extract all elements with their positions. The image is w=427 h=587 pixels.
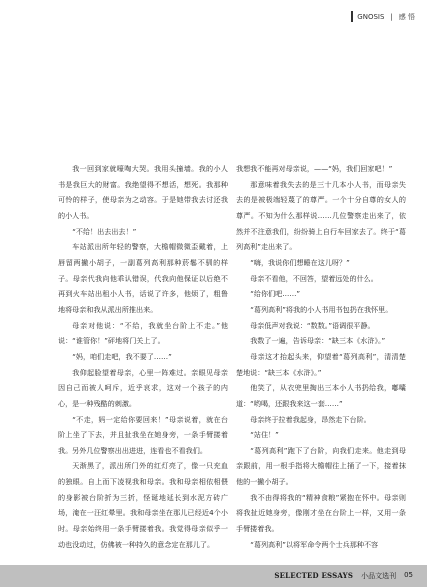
footer-magazine-en: SELECTED ESSAYS [274, 571, 354, 580]
paragraph: 母亲对他说：“不给，我就坐台阶上不走。”他说：“谁管你！”砰地将门关上了。 [58, 320, 228, 346]
paragraph: 我想我不能再对母亲说，——“妈，我们回家吧！” [236, 164, 393, 173]
paragraph: “妈，咱们走吧，我不要了……” [72, 351, 172, 361]
paragraph: 车站派出所年轻的警察，大檐帽微微歪戴着，上唇留两撇小胡子，一副葛列高利那种菸鬈不驯的样子。母亲代我向他乖认错误，代我向他保证以后绝不再到火车站出租小人书，话说了许多，他烦了，粗鲁地将母亲和我从派出所推出来。 [58, 242, 228, 314]
footer-magazine-cn: 小品文选刊 [361, 572, 397, 580]
paragraph: 母亲低声对我说：“数数。”语调很平静。 [250, 320, 375, 330]
paragraph: 我一回到家就嚎啕大哭。我用头撞墙。我的小人书是我巨大的财富。我绝望得不想活，想死。我那种可怜的样子，使母亲为之动容。于是她带我去讨还我的小人书。 [58, 164, 228, 220]
page-header [351, 11, 415, 22]
paragraph: “不给！出去出去！” [72, 226, 137, 236]
paragraph: “给你们吧……” [250, 289, 301, 299]
page-number: 05 [404, 571, 413, 579]
left-text-column [58, 161, 228, 552]
paragraph: “葛列高利”跑下了台阶，向我们走来。他走到母亲跟前，用一根手指将大檐帽往上捅了一下，接着抹他的一撇小胡子。 [236, 445, 406, 487]
paragraph: 母亲这才抬起头来，仰望着“葛列高利”，清清楚楚地说：“缺三本《水浒》。” [236, 351, 406, 377]
paragraph: “站住！” [250, 430, 279, 440]
right-text-column [236, 161, 406, 552]
paragraph: “不走，妈一定给你要回来！”母亲说着，就在台阶上坐了下去，并且扯我坐在她身旁，一条手臂搂着我。另外几位警察出出进进，连看也不看我们。 [58, 414, 228, 455]
paragraph: 我仰起脸望着母亲，心里一阵难过。亲眼见母亲因自己而被人呵斥，近乎哀求，这对一个孩子的内心，是一种残酷的刺激。 [58, 367, 228, 408]
paragraph: “葛列高利”以将军命令两个士兵那种不容 [250, 539, 379, 549]
paragraph: 他笑了，从衣兜里掏出三本小人书扔给我，嘟囔道：“哟喝，还跟我来这一套……” [236, 383, 406, 408]
paragraph: “嗨，我说你们想睡在这儿呀？” [250, 257, 350, 267]
page-footer [0, 565, 427, 587]
paragraph: 那意味着我失去的是三十几本小人书，而母亲失去的是被极端轻蔑了的尊严。一个十分自尊的女人的尊严。不知为什么那样说……几位警察走出来了，依然并不注意我们，纷纷骑上自行车回家去了。终于“葛列高利”走出来了。 [236, 179, 406, 252]
header-section: 感 悟 [398, 12, 415, 21]
header-brand: GNOSIS [357, 12, 385, 21]
header-divider-bar [351, 11, 353, 22]
paragraph: “葛列高利”将我的小人书用书包扔在我怀里。 [250, 304, 393, 314]
paragraph: 母亲终于拉着我起身，昂然走下台阶。 [250, 414, 371, 424]
header-separator: | [390, 12, 393, 21]
paragraph: 天渐黑了，派出所门外的红灯亮了，像一只充血的独眼。自上而下凌视我和母亲。我和母亲相依相偎的身影被台阶折为三折，怪诞地延长到水泥方砖广场，淹在一汪红晕里。我和母亲坐在那儿已经近4个小时。母亲始终用一条手臂搂着我。我觉得母亲似乎一动也没动过，仿佛被一种持久的意念定在那儿了。 [58, 461, 228, 549]
paragraph: 我数了一遍，告诉母亲：“缺三本《水浒》。” [250, 336, 386, 346]
paragraph: 我不由得将我的“精神食粮”紧抱在怀中。母亲则将我扯近她身旁，像刚才坐在台阶上一样，又用一条手臂搂着我。 [236, 492, 406, 534]
paragraph: 母亲不看他，不回答，望着远处的什么。 [250, 273, 378, 283]
